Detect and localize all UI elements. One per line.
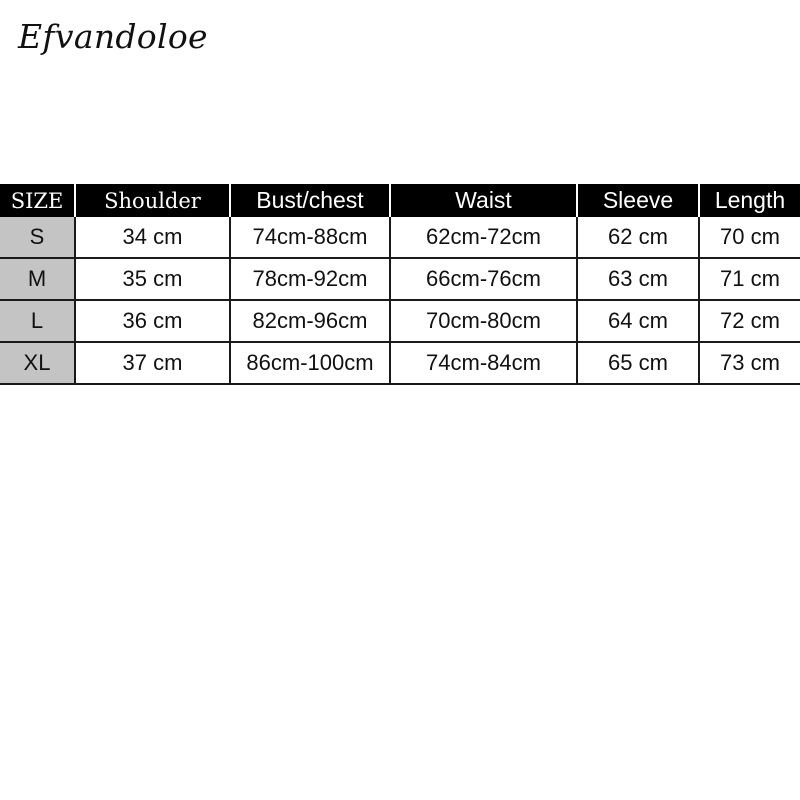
sleeve-value: 65 cm: [577, 342, 699, 384]
brand-logo-text: Efvandoloe: [18, 17, 208, 56]
sleeve-value: 62 cm: [577, 217, 699, 258]
header-length: Length: [699, 184, 800, 217]
shoulder-value: 35 cm: [75, 258, 230, 300]
length-value: 72 cm: [699, 300, 800, 342]
table-header-row: [0, 184, 800, 217]
shoulder-value: 34 cm: [75, 217, 230, 258]
sleeve-value: 64 cm: [577, 300, 699, 342]
waist-value: 74cm-84cm: [390, 342, 577, 384]
header-waist: Waist: [390, 184, 577, 217]
table-row: [0, 342, 800, 384]
size-chart-table: [0, 184, 800, 385]
bust-chest-value: 82cm-96cm: [230, 300, 390, 342]
header-bust-chest: Bust/chest: [230, 184, 390, 217]
shoulder-value: 37 cm: [75, 342, 230, 384]
table-row: [0, 217, 800, 258]
size-label: M: [0, 258, 75, 300]
waist-value: 70cm-80cm: [390, 300, 577, 342]
waist-value: 62cm-72cm: [390, 217, 577, 258]
table-row: [0, 258, 800, 300]
bust-chest-value: 74cm-88cm: [230, 217, 390, 258]
header-sleeve: Sleeve: [577, 184, 699, 217]
table-row: [0, 300, 800, 342]
header-size: SIZE: [0, 184, 75, 217]
size-label: S: [0, 217, 75, 258]
bust-chest-value: 86cm-100cm: [230, 342, 390, 384]
waist-value: 66cm-76cm: [390, 258, 577, 300]
size-label: XL: [0, 342, 75, 384]
length-value: 70 cm: [699, 217, 800, 258]
bust-chest-value: 78cm-92cm: [230, 258, 390, 300]
size-label: L: [0, 300, 75, 342]
length-value: 73 cm: [699, 342, 800, 384]
header-shoulder: Shoulder: [75, 184, 230, 217]
shoulder-value: 36 cm: [75, 300, 230, 342]
sleeve-value: 63 cm: [577, 258, 699, 300]
length-value: 71 cm: [699, 258, 800, 300]
